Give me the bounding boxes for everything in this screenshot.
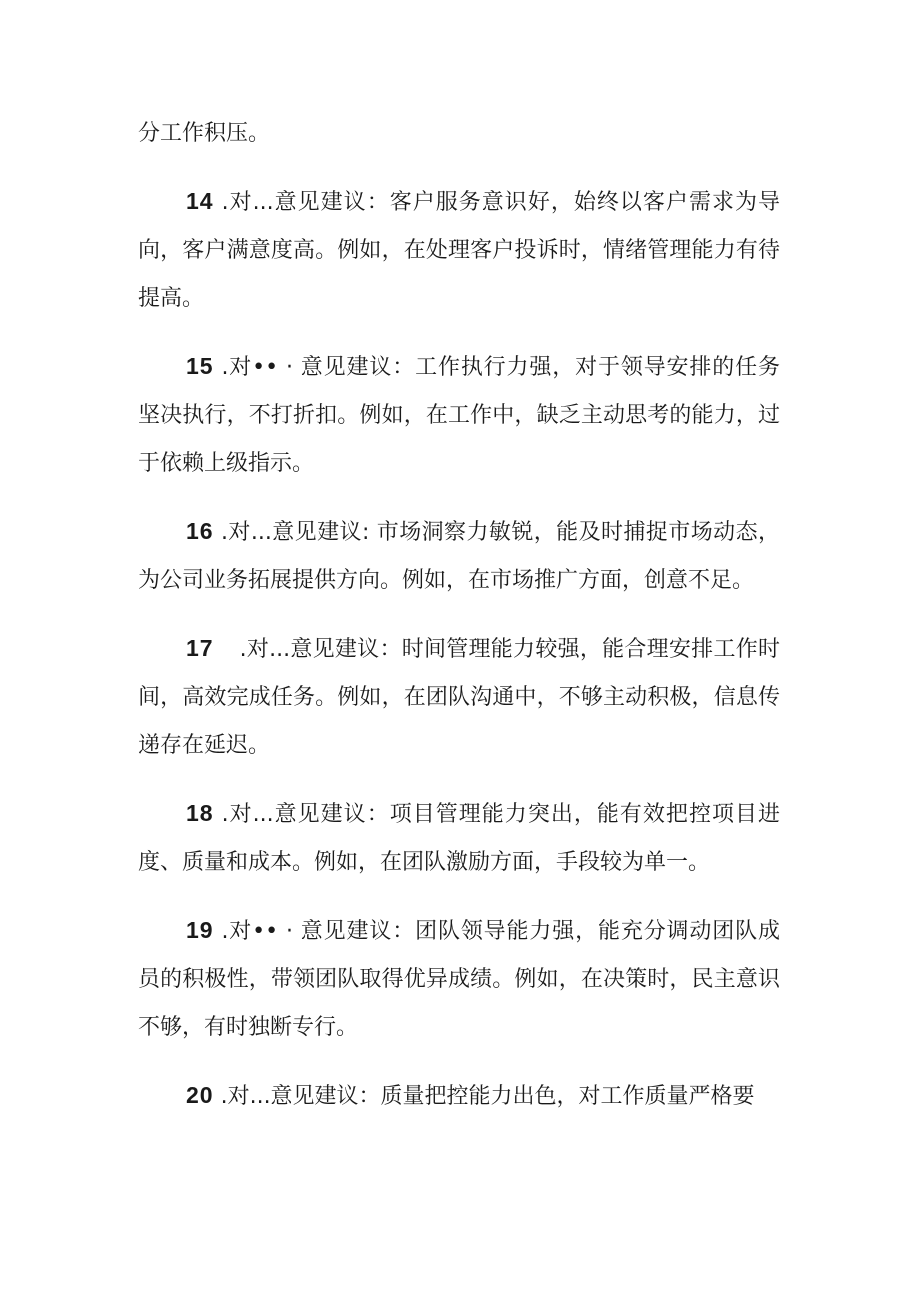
paragraph-20 <box>138 1071 780 1121</box>
paragraph-continued <box>138 110 780 158</box>
paragraph-19 <box>138 906 780 1052</box>
paragraph-15 <box>138 342 780 488</box>
item-number: 17 <box>186 635 214 661</box>
item-number: 19 <box>186 917 214 943</box>
paragraph-text: .对•• · 意见建议：团队领导能力强，能充分调动团队成员的积极性，带领团队取得优异成绩。例如，在决策时，民主意识不够，有时独断专行。 <box>138 919 780 1040</box>
item-number: 16 <box>186 518 214 544</box>
paragraph-16 <box>138 507 780 605</box>
item-number: 15 <box>186 353 214 379</box>
paragraph-17 <box>138 624 780 770</box>
paragraph-text: .对...意见建议：质量把控能力出色，对工作质量严格要 <box>213 1084 755 1109</box>
paragraph-18 <box>138 789 780 887</box>
document-body <box>138 110 780 1140</box>
item-number: 18 <box>186 800 214 826</box>
paragraph-text: .对...意见建议：客户服务意识好，始终以客户需求为导向，客户满意度高。例如，在处理客户投诉时，情绪管理能力有待提高。 <box>138 190 780 311</box>
item-number: 14 <box>186 188 214 214</box>
paragraph-text: 分工作积压。 <box>138 121 271 146</box>
paragraph-14 <box>138 177 780 323</box>
paragraph-text: .对...意见建议：项目管理能力突出，能有效把控项目进度、质量和成本。例如，在团队激励方面，手段较为单一。 <box>138 802 780 875</box>
paragraph-text: .对•• · 意见建议：工作执行力强，对于领导安排的任务坚决执行，不打折扣。例如，在工作中，缺乏主动思考的能力，过于依赖上级指示。 <box>138 355 780 476</box>
item-number: 20 <box>186 1082 214 1108</box>
paragraph-text: .对...意见建议: 市场洞察力敏锐，能及时捕捉市场动态，为公司业务拓展提供方向。例如，在市场推广方面，创意不足。 <box>138 520 780 593</box>
paragraph-text: .对...意见建议：时间管理能力较强，能合理安排工作时间，高效完成任务。例如，在团队沟通中，不够主动积极，信息传递存在延迟。 <box>138 637 780 758</box>
